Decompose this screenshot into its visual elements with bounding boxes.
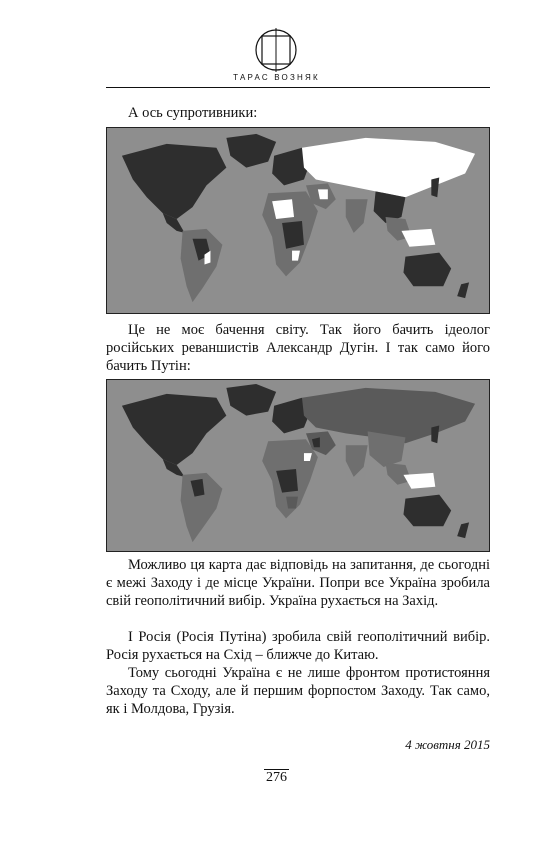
map1-north-america bbox=[122, 144, 226, 219]
header-emblem-icon bbox=[254, 28, 298, 72]
paragraph-3: І Росія (Росія Путіна) зробила свій геополітичний вибір. Росія рухається на Схід – ближче до Китаю. bbox=[106, 629, 490, 663]
map2-greenland bbox=[226, 384, 276, 416]
paragraph-2: Можливо ця карта дає відповідь на запитання, де сьогодні є межі Заходу і де місце України. Попри все Україна зробила свій геополітичний вибір. Україна рухається на Захід. bbox=[106, 557, 490, 609]
map2-australia bbox=[403, 495, 451, 527]
map1-australia bbox=[403, 253, 451, 287]
world-map-dugin-vision bbox=[106, 379, 490, 552]
paragraph-intro: А ось супротивники: bbox=[128, 105, 258, 121]
paragraph-4: Тому сьогодні Україна є не лише фронтом протистояння Заходу та Сходу, але й першим форпостом Заходу. Так само, як і Молдова, Грузія. bbox=[106, 665, 490, 717]
paragraph-1: Це не моє бачення світу. Так його бачить ідеолог російських реваншистів Александр Дугін. І так само його бачить Путін: bbox=[106, 322, 490, 374]
world-map-opponents bbox=[106, 127, 490, 314]
map2-north-america bbox=[122, 394, 226, 465]
header-rule bbox=[106, 87, 490, 88]
article-date: 4 жовтня 2015 bbox=[405, 737, 490, 752]
running-header-author: ТАРАС ВОЗНЯК bbox=[233, 73, 320, 82]
page-number: 276 bbox=[266, 770, 287, 785]
map1-greenland bbox=[226, 134, 276, 168]
